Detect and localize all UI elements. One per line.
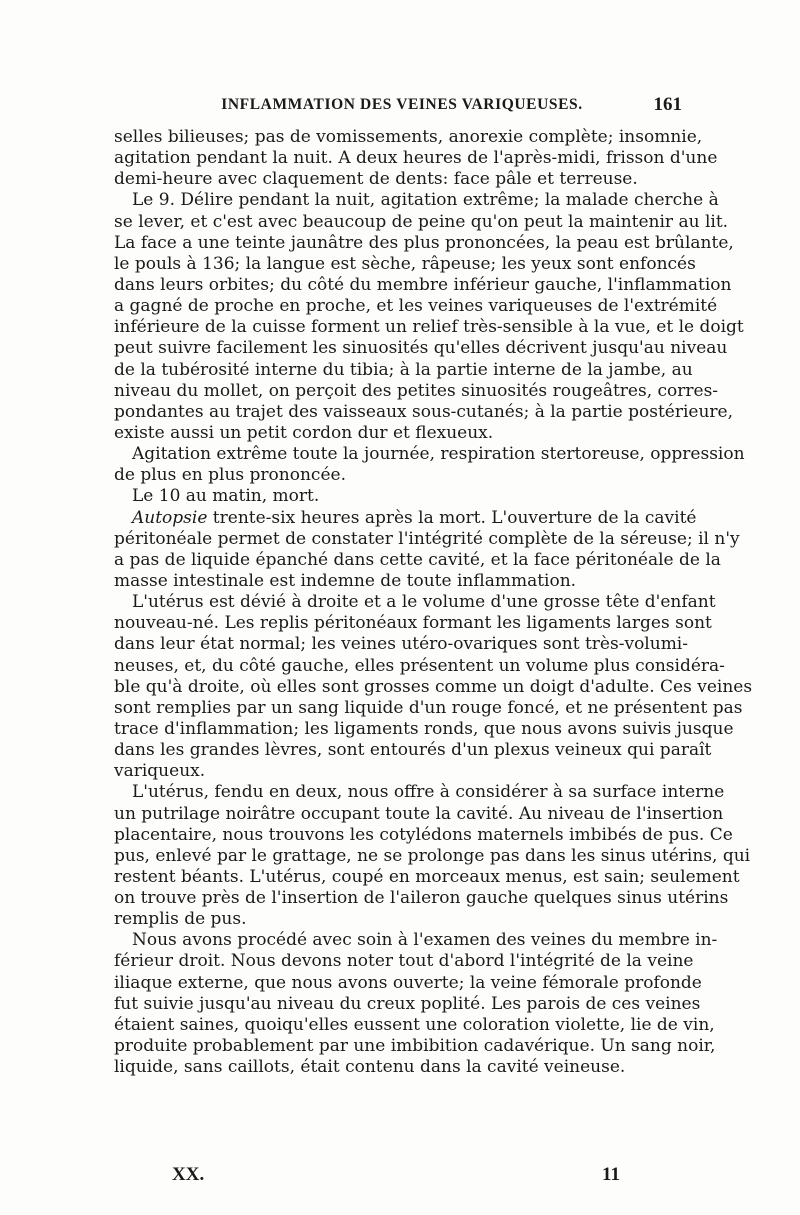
text-line: pondantes au trajet des vaisseaux sous-cutanés; à la partie postérieure, <box>114 401 733 422</box>
text-line: pus, enlevé par le grattage, ne se prolonge pas dans les sinus utérins, qui <box>114 845 751 866</box>
text-line: dans les grandes lèvres, sont entourés d'un plexus veineux qui paraît <box>114 740 712 761</box>
text-line: masse intestinale est indemne de toute inflammation. <box>114 570 577 591</box>
text-line: le pouls à 136; la langue est sèche, râpeuse; les yeux sont enfoncés <box>114 253 696 274</box>
text-line: Autopsie trente-six heures après la mort. L'ouverture de la cavité <box>132 507 697 528</box>
running-head <box>112 96 692 126</box>
text-line: trace d'inflammation; les ligaments ronds, que nous avons suivis jusque <box>114 718 734 739</box>
page-footer <box>114 1164 688 1190</box>
text-line: produite probablement par une imbibition cadavérique. Un sang noir, <box>114 1036 716 1057</box>
text-line: La face a une teinte jaunâtre des plus prononcées, la peau est brûlante, <box>114 232 734 253</box>
signature-mark: XX. <box>172 1164 205 1185</box>
text-line: L'utérus est dévié à droite et a le volume d'une grosse tête d'enfant <box>132 592 716 613</box>
text-line: dans leur état normal; les veines utéro-ovariques sont très-volumi- <box>114 634 688 655</box>
text-line: niveau du mollet, on perçoit des petites sinuosités rougeâtres, corres- <box>114 380 719 401</box>
text-line: Le 10 au matin, mort. <box>132 486 320 507</box>
text-line: agitation pendant la nuit. A deux heures de l'après-midi, frisson d'une <box>114 148 718 169</box>
text-line: liquide, sans caillots, était contenu dans la cavité veineuse. <box>114 1057 626 1078</box>
text-line: fut suivie jusqu'au niveau du creux poplité. Les parois de ces veines <box>114 993 701 1014</box>
text-line: de plus en plus prononcée. <box>114 465 346 486</box>
text-line: étaient saines, quoiqu'elles eussent une coloration violette, lie de vin, <box>114 1014 715 1035</box>
text-line: a gagné de proche en proche, et les veines variqueuses de l'extrémité <box>114 296 718 317</box>
text-line: Nous avons procédé avec soin à l'examen des veines du membre in- <box>132 930 718 951</box>
text-line: demi-heure avec claquement de dents: face pâle et terreuse. <box>114 169 638 190</box>
body-text <box>114 127 753 1078</box>
text-line: L'utérus, fendu en deux, nous offre à considérer à sa surface interne <box>132 782 725 803</box>
text-line: Le 9. Délire pendant la nuit, agitation extrême; la malade cherche à <box>132 190 719 211</box>
text-line: remplis de pus. <box>114 909 247 930</box>
text-line: ble qu'à droite, où elles sont grosses comme un doigt d'adulte. Ces veines <box>114 676 753 697</box>
text-line: restent béants. L'utérus, coupé en morceaux menus, est sain; seulement <box>114 866 740 887</box>
text-line: de la tubérosité interne du tibia; à la partie interne de la jambe, au <box>114 359 693 380</box>
text-line: se lever, et c'est avec beaucoup de peine qu'on peut la maintenir au lit. <box>114 211 729 232</box>
text-line: férieur droit. Nous devons noter tout d'abord l'intégrité de la veine <box>114 951 694 972</box>
text-line: nouveau-né. Les replis péritonéaux formant les ligaments larges sont <box>114 613 712 634</box>
text-line: existe aussi un petit cordon dur et flexueux. <box>114 422 494 443</box>
autopsie-heading: Autopsie <box>132 507 208 528</box>
text-line: un putrilage noirâtre occupant toute la cavité. Au niveau de l'insertion <box>114 803 724 824</box>
text-line: variqueux. <box>114 761 206 782</box>
text-line: a pas de liquide épanché dans cette cavité, et la face péritonéale de la <box>114 549 721 570</box>
text-line: selles bilieuses; pas de vomissements, anorexie complète; insomnie, <box>114 127 703 147</box>
text-line: sont remplies par un sang liquide d'un rouge foncé, et ne présentent pas <box>114 697 743 718</box>
text-line: dans leurs orbites; du côté du membre inférieur gauche, l'inflammation <box>114 274 732 295</box>
sheet-number: 11 <box>602 1164 620 1185</box>
text-line: peut suivre facilement les sinuosités qu'elles décrivent jusqu'au niveau <box>114 338 728 359</box>
running-title: INFLAMMATION DES VEINES VARIQUEUSES. <box>221 96 583 113</box>
text-line: Agitation extrême toute la journée, respiration stertoreuse, oppression <box>132 444 745 465</box>
text-line: neuses, et, du côté gauche, elles présentent un volume plus considéra- <box>114 655 725 676</box>
text-line: péritonéale permet de constater l'intégrité complète de la séreuse; il n'y <box>114 528 740 549</box>
text-line: on trouve près de l'insertion de l'aileron gauche quelques sinus utérins <box>114 888 729 909</box>
text-line: placentaire, nous trouvons les cotylédons maternels imbibés de pus. Ce <box>114 824 733 845</box>
page-number: 161 <box>653 94 682 115</box>
text-line: iliaque externe, que nous avons ouverte; la veine fémorale profonde <box>114 972 702 993</box>
text-line: inférieure de la cuisse forment un relief très-sensible à la vue, et le doigt <box>114 317 744 338</box>
